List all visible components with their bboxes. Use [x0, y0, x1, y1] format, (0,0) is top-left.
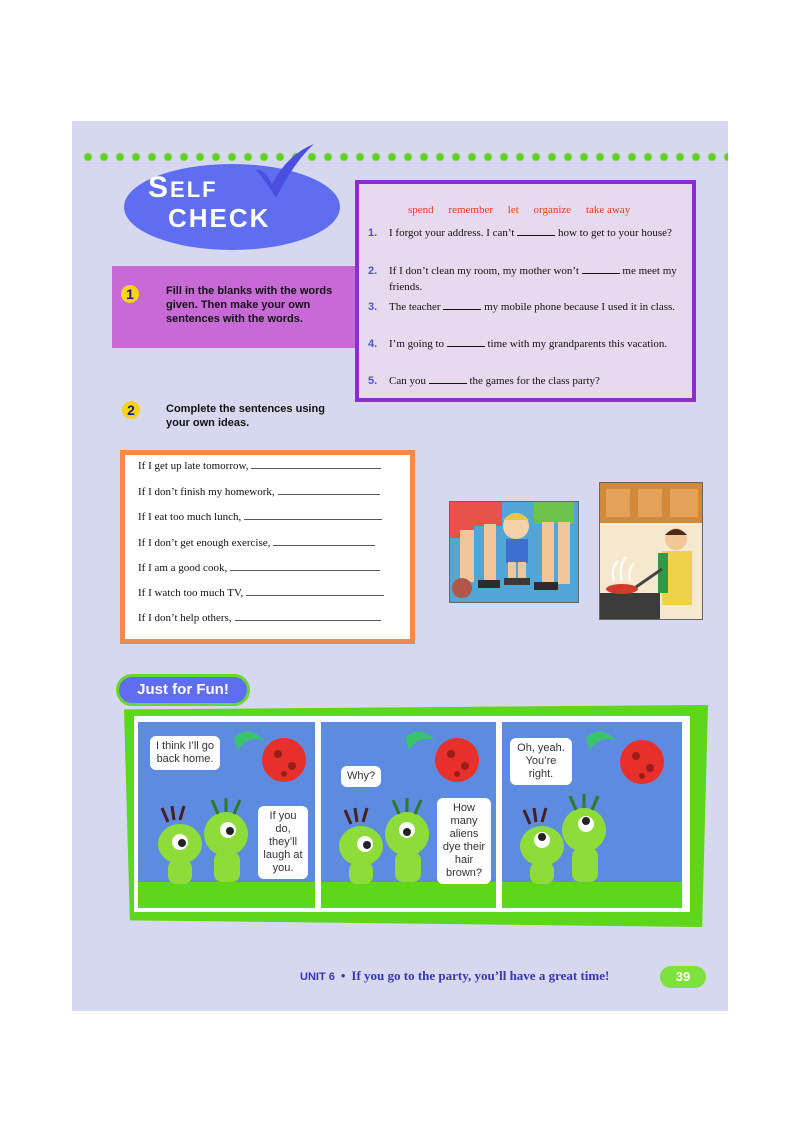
question-number: 4. [368, 338, 378, 350]
dotted-divider [80, 151, 728, 163]
sentence-item [138, 536, 375, 549]
sentence-item [138, 561, 380, 574]
answer-blank[interactable] [447, 337, 485, 347]
page-number: 39 [660, 966, 706, 988]
answer-line[interactable] [244, 510, 382, 520]
speech-bubble: I think I’ll go back home. [150, 736, 220, 770]
answer-line[interactable] [273, 536, 375, 546]
question-text: I forgot your address. I can’t [389, 227, 515, 239]
word-bank-item: organize [533, 204, 572, 216]
question-text: me meet my friends. [389, 265, 677, 293]
self-check-line2: CHECK [168, 203, 271, 233]
cook-illustration [599, 482, 703, 620]
sentence-item [138, 485, 380, 498]
answer-line[interactable] [246, 586, 384, 596]
sentence-item [138, 459, 381, 472]
sentence-text: If I don’t help others, [138, 612, 232, 624]
question-item [368, 336, 688, 352]
exercise2-number: 2 [122, 401, 140, 419]
answer-blank[interactable] [517, 226, 555, 236]
answer-blank[interactable] [582, 264, 620, 274]
exercise2-instruction: Complete the sentences using your own ideas. [166, 403, 325, 429]
sentence-text: If I am a good cook, [138, 562, 228, 574]
exercise1-number: 1 [121, 285, 139, 303]
footer-separator: • [340, 968, 346, 983]
sentence-text: If I get up late tomorrow, [138, 460, 249, 472]
unit-label: UNIT 6 [300, 971, 335, 983]
question-text: The teacher [389, 301, 441, 313]
self-check-cap: S [148, 171, 171, 204]
answer-line[interactable] [235, 611, 381, 621]
checkmark-icon [250, 140, 320, 200]
question-text: the games for the class party? [469, 375, 600, 387]
question-number: 5. [368, 375, 378, 387]
exercise1-instruction: Fill in the blanks with the words given. Then make your own sentences with the words. [166, 285, 333, 325]
word-bank-item: remember [448, 204, 494, 216]
question-text: I’m going to [389, 338, 444, 350]
sentence-item [138, 611, 381, 624]
speech-bubble: Why? [341, 766, 381, 787]
word-bank [408, 204, 642, 216]
question-item [368, 263, 688, 295]
answer-line[interactable] [251, 459, 381, 469]
self-check-rest: ELF [170, 177, 218, 202]
comic-panel-3 [502, 722, 682, 908]
question-text: time with my grandparents this vacation. [487, 338, 668, 350]
question-item [368, 299, 688, 315]
answer-blank[interactable] [443, 300, 481, 310]
question-text: If I don’t clean my room, my mother won’t [389, 265, 579, 277]
speech-bubble: If you do, they’ll laugh at you. [258, 806, 308, 879]
sentence-item [138, 510, 382, 523]
sentence-text: If I don’t finish my homework, [138, 486, 275, 498]
speech-bubble: How many aliens dye their hair brown? [437, 798, 491, 884]
answer-line[interactable] [230, 561, 380, 571]
question-text: my mobile phone because I used it in class. [484, 301, 676, 313]
question-item [368, 225, 688, 241]
question-number: 1. [368, 227, 378, 239]
sentence-text: If I watch too much TV, [138, 587, 244, 599]
sentence-text: If I eat too much lunch, [138, 511, 242, 523]
page-footer [300, 968, 609, 984]
comic-panel-2 [321, 722, 496, 908]
question-text: Can you [389, 375, 426, 387]
comic-panel-1 [138, 722, 315, 908]
question-item [368, 373, 688, 389]
question-number: 3. [368, 301, 378, 313]
boy-illustration [449, 501, 579, 603]
just-for-fun-label: Just for Fun! [116, 674, 250, 706]
sentence-item [138, 586, 384, 599]
answer-line[interactable] [278, 485, 380, 495]
word-bank-item: take away [585, 204, 631, 216]
answer-blank[interactable] [429, 374, 467, 384]
question-number: 2. [368, 265, 378, 277]
word-bank-item: spend [408, 204, 434, 216]
sentence-text: If I don’t get enough exercise, [138, 537, 271, 549]
word-bank-item: let [507, 204, 519, 216]
question-text: how to get to your house? [557, 227, 672, 239]
speech-bubble: Oh, yeah. You’re right. [510, 738, 572, 785]
unit-title: If you go to the party, you’ll have a great time! [351, 968, 610, 983]
